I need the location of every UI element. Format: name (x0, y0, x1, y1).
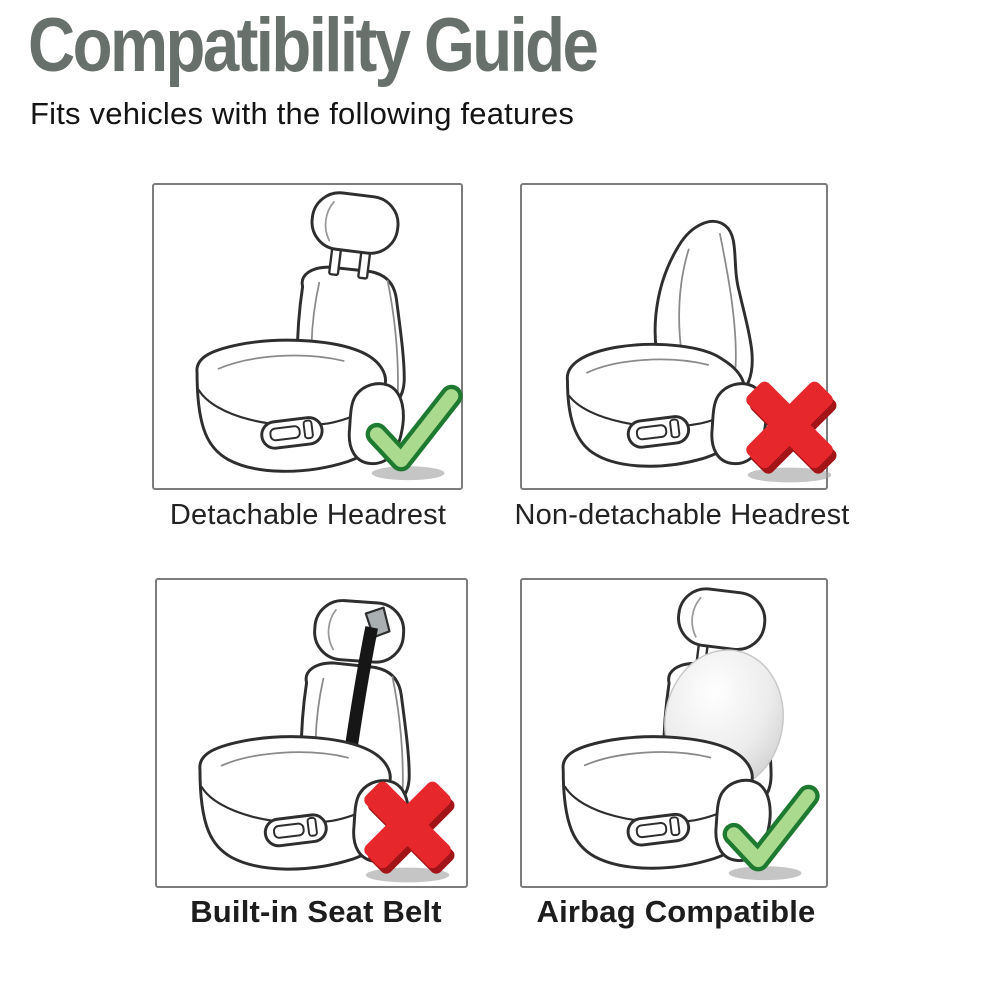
panel-detachable-headrest (152, 183, 463, 490)
panel-label-non-detachable-headrest: Non-detachable Headrest (514, 499, 850, 531)
check-icon (363, 382, 467, 482)
cross-icon (350, 776, 466, 884)
check-icon (720, 782, 824, 882)
panel-label-detachable-headrest: Detachable Headrest (169, 499, 447, 531)
panel-airbag-compatible (520, 578, 828, 888)
panel-label-built-in-seat-belt: Built-in Seat Belt (190, 894, 442, 929)
page-subtitle: Fits vehicles with the following features (30, 96, 575, 131)
page-title: Compatibility Guide (28, 3, 597, 88)
panel-non-detachable-headrest (520, 183, 828, 490)
panel-built-in-seat-belt (155, 578, 468, 888)
cross-icon (732, 376, 848, 484)
panel-label-airbag-compatible: Airbag Compatible (536, 894, 816, 929)
